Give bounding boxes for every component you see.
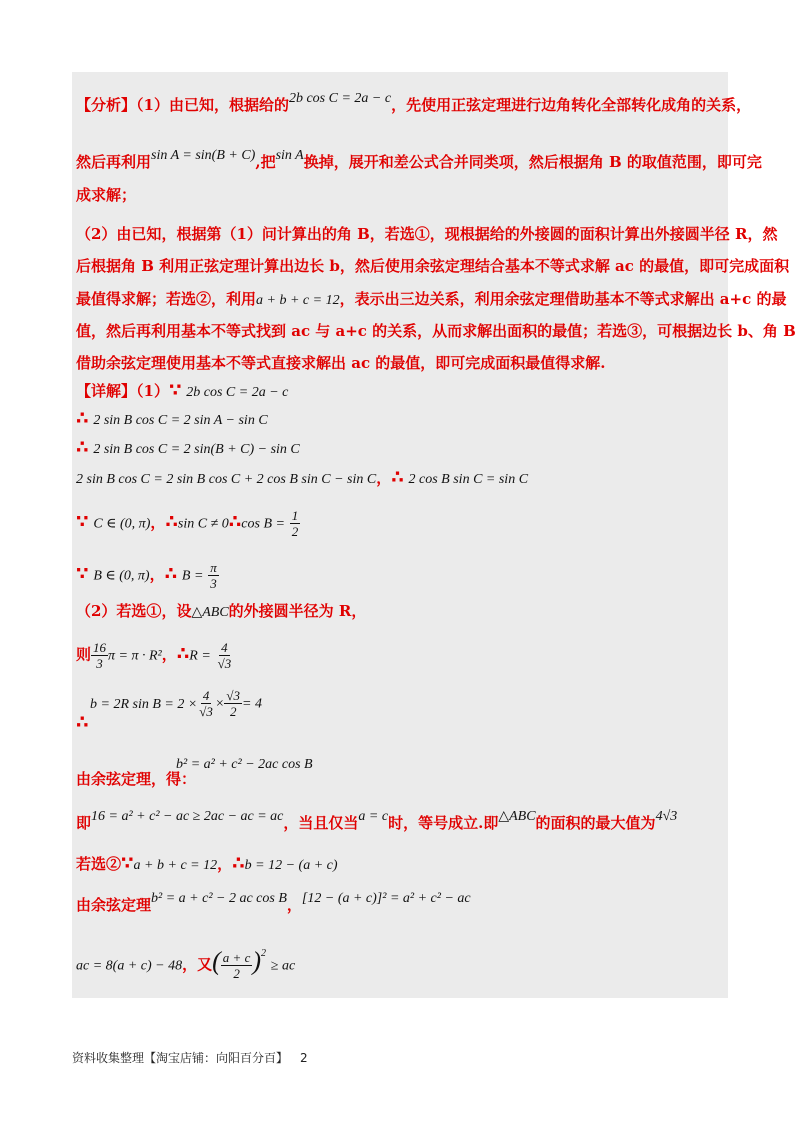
detail-text: 的外接圆半径为 R，	[228, 602, 367, 620]
detail-text: 又	[197, 955, 213, 974]
because-symbol: ∵	[76, 563, 89, 585]
detail-line-2	[76, 408, 268, 432]
detail-line-15	[76, 891, 471, 918]
denominator: 2	[233, 966, 240, 981]
detail-text: 即	[76, 814, 92, 832]
math-expression: B ∈ (0, π)	[93, 568, 150, 584]
detail-text: 的面积的最大值为	[535, 814, 656, 832]
therefore-symbol: ∴	[76, 408, 89, 429]
analysis-text: 最值得求解；若选②，利用	[76, 290, 257, 308]
analysis-line-7	[76, 320, 796, 342]
analysis-text: 然后再利用	[76, 153, 152, 171]
detail-line-10	[76, 712, 89, 734]
analysis-line-6	[76, 288, 786, 312]
detail-line-4	[76, 467, 528, 491]
detail-line-1	[76, 380, 288, 404]
analysis-line-1	[76, 91, 752, 118]
because-symbol: ∵	[121, 853, 134, 874]
math-expression: sin A	[275, 148, 304, 163]
math-expression: 4√3	[655, 809, 678, 824]
analysis-text: 值，然后再利用基本不等式找到 ac 与 a+c 的关系，从而求解出面积的最值；若选③，可根据边长 b、角 B	[76, 322, 796, 340]
detail-line-11	[176, 752, 313, 776]
math-expression: b = 12 − (a + c)	[244, 858, 338, 873]
therefore-symbol: ∴	[176, 643, 190, 665]
math-expression: 16 = a² + c² − ac ≥ 2ac − ac = ac	[91, 809, 284, 824]
comma: ，	[149, 565, 165, 584]
math-expression: = 4	[242, 696, 262, 712]
numerator: 16	[93, 640, 107, 655]
therefore-symbol: ∴	[76, 437, 89, 458]
detail-line-7	[76, 600, 366, 624]
math-expression: π = π · R²	[108, 648, 162, 664]
math-expression: △ABC	[498, 809, 536, 824]
math-expression: B =	[181, 568, 204, 584]
math-expression: 2b cos C = 2a − c	[186, 385, 289, 400]
fraction	[197, 688, 215, 719]
analysis-text: 后根据角 B 利用正弦定理计算出边长 b，然后使用余弦定理结合基本不等式求解 ac 的最值，即可完成面积	[76, 257, 790, 275]
math-expression: ac = 8(a + c) − 48	[76, 958, 183, 974]
detail-text: 若选②	[76, 855, 122, 873]
comma: ，	[161, 645, 177, 664]
fraction	[221, 950, 253, 981]
therefore-symbol: ∴	[228, 511, 242, 533]
fraction	[91, 640, 108, 671]
numerator: π	[210, 560, 217, 575]
analysis-text: 成求解；	[76, 186, 137, 204]
math-expression: cos B =	[241, 516, 285, 532]
analysis-line-2	[76, 148, 762, 175]
math-expression: C ∈ (0, π)	[93, 516, 151, 532]
analysis-lead: 【分析】	[76, 96, 137, 114]
detail-line-16	[76, 946, 296, 981]
fraction	[208, 560, 219, 591]
math-expression: 2 sin B cos C = 2 sin A − sin C	[93, 413, 268, 428]
numerator: 1	[291, 508, 299, 523]
math-expression: a = c	[358, 809, 389, 824]
numerator: 4	[221, 640, 228, 655]
square-exponent: 2	[261, 947, 267, 959]
analysis-text: ，表示出三边关系，利用余弦定理借助基本不等式求解出 a+c 的最	[339, 290, 787, 308]
detail-line-3	[76, 437, 300, 461]
therefore-symbol: ∴	[232, 853, 245, 874]
close-paren: )	[252, 946, 262, 976]
detail-text: （2）若选①，设	[76, 602, 192, 620]
analysis-text: ，先使用正弦定理进行边角转化全部转化成角的关系，	[391, 96, 752, 114]
numerator: 4	[202, 688, 210, 703]
detail-line-12	[76, 768, 196, 790]
analysis-line-5	[76, 255, 789, 277]
math-expression: △ABC	[191, 605, 229, 620]
detail-line-8	[76, 640, 233, 671]
math-expression: ×	[214, 696, 225, 712]
math-expression: 2 cos B sin C = sin C	[408, 472, 529, 487]
detail-text: 由余弦定理，得：	[76, 770, 197, 788]
math-expression: b = 2R sin B = 2 ×	[90, 696, 198, 712]
comma: ，	[182, 955, 198, 974]
therefore-symbol: ∴	[76, 712, 89, 733]
comma: ，	[376, 469, 392, 487]
open-paren: (	[212, 946, 221, 976]
math-expression: b² = a² + c² − 2ac cos B	[176, 757, 313, 772]
analysis-text: （1）由已知，根据给的	[136, 96, 289, 114]
analysis-text: 借助余弦定理使用基本不等式直接求解出 ac 的最值，即可完成面积最值得求解.	[76, 354, 606, 372]
math-expression: [12 − (a + c)]² = a² + c² − ac	[301, 891, 471, 906]
denominator: 2	[229, 704, 237, 719]
analysis-text: （2）由已知，根据第（1）问计算出的角 B，若选①，现根据给的外接圆的面积计算出外接圆半径 R，然	[76, 225, 778, 243]
detail-line-5	[76, 508, 300, 539]
fraction	[290, 508, 301, 539]
comma: ，	[150, 513, 166, 532]
therefore-symbol: ∴	[391, 467, 404, 488]
comma: ，	[286, 896, 302, 914]
page-number: 2	[300, 1051, 308, 1065]
math-expression: 2 sin B cos C = 2 sin(B + C) − sin C	[93, 442, 300, 457]
analysis-text: 换掉，展开和差公式合并同类项，然后根据角 B 的取值范围，即可完	[303, 153, 762, 171]
footer-source: 资料收集整理【淘宝店铺：向阳百分百】	[72, 1051, 289, 1065]
numerator: a + c	[222, 950, 251, 965]
detail-text: 则	[76, 645, 92, 664]
math-expression: a + b + c = 12	[256, 293, 340, 308]
math-expression: sin A = sin(B + C)	[151, 148, 256, 163]
analysis-line-8	[76, 352, 606, 374]
detail-line-6	[76, 560, 219, 591]
math-expression: 2b cos C = 2a − c	[288, 91, 392, 106]
math-expression: R =	[189, 648, 211, 664]
analysis-text: ,把	[255, 153, 276, 171]
denominator: 3	[96, 656, 103, 671]
detail-line-13	[76, 809, 678, 836]
math-expression: 2 sin B cos C = 2 sin B cos C + 2 cos B sin C − sin C	[76, 472, 377, 487]
because-symbol: ∵	[76, 511, 89, 533]
math-expression: a + b + c = 12	[133, 858, 218, 873]
denominator: 3	[210, 576, 217, 591]
because-symbol: ∵	[168, 380, 182, 401]
page-footer	[72, 1049, 308, 1066]
detail-line-14	[76, 853, 338, 877]
comma: ，	[217, 855, 233, 873]
detail-lead: 【详解】（1）	[76, 382, 169, 400]
detail-text: 时，等号成立.即	[388, 814, 499, 832]
fraction	[224, 688, 242, 719]
denominator: 2	[291, 524, 299, 539]
therefore-symbol: ∴	[164, 563, 178, 585]
analysis-line-3	[76, 184, 136, 206]
detail-line-9	[76, 688, 262, 719]
numerator: √3	[226, 688, 241, 703]
math-expression: b² = a + c² − 2 ac cos B	[151, 891, 287, 906]
denominator: √3	[199, 704, 213, 719]
detail-text: ，当且仅当	[283, 814, 359, 832]
math-expression: sin C ≠ 0	[177, 516, 229, 532]
denominator: √3	[217, 656, 232, 671]
fraction	[216, 640, 234, 671]
analysis-line-4	[76, 223, 777, 245]
detail-text: 由余弦定理	[76, 896, 152, 914]
therefore-symbol: ∴	[165, 511, 178, 533]
math-expression: ≥ ac	[270, 958, 296, 974]
